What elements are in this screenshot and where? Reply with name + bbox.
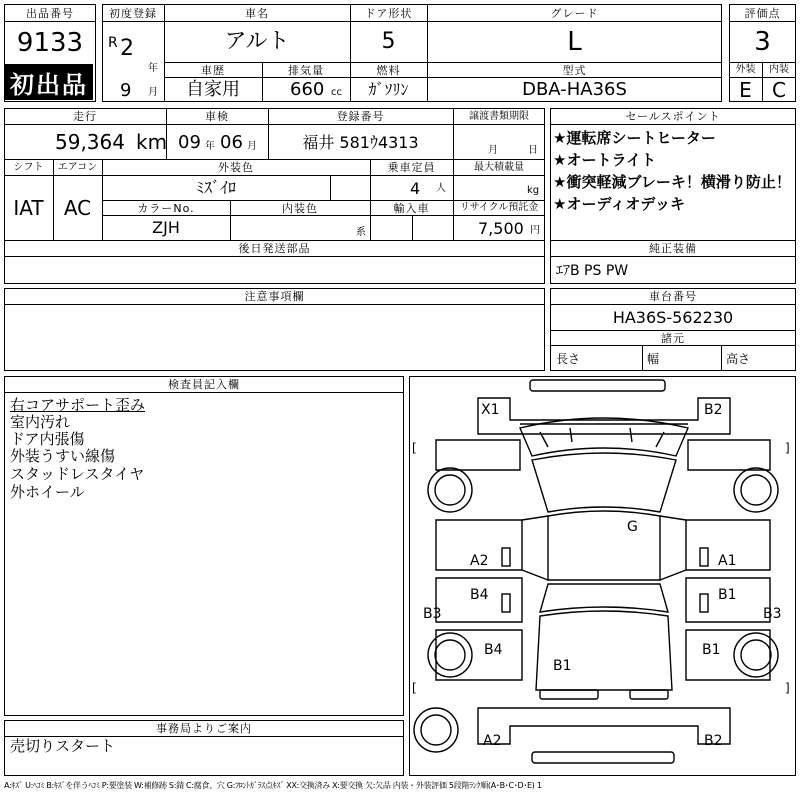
first-listing-badge: 初出品 [5,64,93,100]
capacity-label: 乗車定員 [387,161,436,174]
car-damage-diagram [409,376,796,776]
score-value: 3 [754,27,771,57]
exterior-grade: E [739,78,752,102]
recycle-label: リサイクル預託金 [459,202,539,213]
fuel-label: 燃料 [376,63,401,77]
displacement-label: 排気量 [288,63,324,77]
damage-mark-b4-left: B4 [470,587,489,603]
interior-label: 内装 [769,64,789,75]
office-label: 事務局よりご案内 [156,722,252,735]
first-reg-label: 初度登録 [109,6,157,20]
fuel-value: ｶﾞｿﾘﾝ [368,80,409,99]
inspector-label: 検査員記入欄 [168,378,240,391]
office-value: 売切りスタート [10,737,116,755]
transfer-day-unit: 日 [528,145,538,156]
reg-no-label: 登録番号 [336,110,385,123]
year-unit: 年 [148,63,158,74]
color-no-label: カラーNo. [137,201,195,215]
inspector-note: 室内汚れ [10,413,71,431]
transfer-month-unit: 月 [488,145,498,156]
damage-mark-g: G [627,519,638,535]
inspection-year: 09 [178,132,201,153]
shift-label: シフト [13,161,44,173]
car-name: アルト [224,29,290,54]
inspection-month-unit: 月 [247,141,257,152]
bracket-close: ] [785,441,790,455]
ext-color-value: ﾐｽﾞｲﾛ [195,178,236,197]
chassis-value: HA36S-562230 [612,307,734,327]
later-parts-label: 後日発送部品 [238,242,311,255]
damage-mark-b1-right-low: B1 [702,642,721,658]
damage-mark-x1: X1 [481,402,500,418]
capacity-unit: 人 [436,183,446,194]
import-label: 輸入車 [393,201,430,215]
grade-label: グレード [550,6,599,20]
inspection-month: 06 [220,132,243,153]
damage-mark-a2-left: A2 [470,553,489,569]
damage-mark-b4-left-low: B4 [484,642,503,658]
bracket-close: ] [785,681,790,695]
height-label: 高さ [726,352,751,366]
int-color-unit: 系 [356,227,366,238]
width-label: 幅 [647,352,660,366]
model-code-value: DBA-HA36S [522,79,627,100]
bracket-open: [ [412,441,417,455]
lot-number: 9133 [16,28,84,58]
score-label: 評価点 [744,6,781,20]
max-load-unit: kg [527,185,540,196]
history-label: 車歴 [201,63,225,77]
chassis-label: 車台番号 [649,290,697,303]
mileage-unit: km [136,130,168,154]
inspector-note: 外ホイール [10,483,85,501]
equipment-label: 純正装備 [649,242,697,255]
equipment-value: ｴｱB PS PW [556,263,629,279]
interior-grade: C [772,78,786,102]
color-no-value: ZJH [152,218,180,237]
damage-mark-b3-left: B3 [423,606,442,622]
dims-label: 諸元 [661,331,685,345]
damage-mark-b2-bottom: B2 [704,733,723,749]
grade-value: L [567,27,582,57]
capacity-value: 4 [410,179,421,198]
recycle-value: 7,500 [478,219,524,238]
door-value: 5 [381,29,396,54]
mileage-value: 59,364 [55,130,125,154]
recycle-unit: 円 [530,225,540,236]
model-code-label: 型式 [562,63,587,77]
shift-value: IAT [13,196,44,220]
damage-mark-a2-bottom: A2 [483,733,502,749]
damage-mark-b3-right: B3 [763,606,782,622]
length-label: 長さ [556,352,581,366]
displacement-value: 660 [290,79,325,100]
lot-number-label: 出品番号 [26,6,74,20]
inspector-note: 外装うすい線傷 [10,447,116,465]
sales-point-item: ★オーディオデッキ [553,195,685,213]
displacement-unit: cc [331,87,342,98]
sales-points-label: セールスポイント [625,110,721,123]
first-reg-month: 9 [120,80,132,101]
inspection-year-unit: 年 [205,141,215,152]
aircon-label: エアコン [57,161,98,173]
bracket-open: [ [412,681,417,695]
history-value: 自家用 [186,79,240,100]
damage-mark-a1-right: A1 [718,553,737,569]
inspection-label: 車検 [205,110,229,123]
inspector-note: スタッドレスタイヤ [10,465,145,483]
damage-mark-b2-top: B2 [704,402,723,418]
sales-point-item: ★衝突軽減ブレーキ！横滑り防止！ [553,173,791,191]
ext-color-label: 外装色 [218,161,254,174]
first-reg-era: R [108,35,118,51]
legend-text: A:ｷｽﾞ U:ﾍｺﾐ B:ｷｽﾞを伴うﾍｺﾐ P:要塗装 W:補修跡 S:錆 C:腐食、穴 G:ﾌﾛﾝﾄｶﾞﾗｽ点ｷｽﾞ XX:交換済み X:要交換 欠:欠品 内装・外装評価 5段階ﾗﾝｸ順(A･B･C･D･E) 1 [4,781,542,790]
max-load-label: 最大積載量 [474,161,524,173]
month-unit: 月 [148,87,158,98]
damage-mark-b1-right: B1 [718,587,737,603]
aircon-value: AC [63,196,92,220]
car-name-label: 車名 [245,6,269,20]
inspector-note: ドア内張傷 [10,430,85,448]
notes-label: 注意事項欄 [244,290,305,303]
reg-no-value: 福井 581ｳ4313 [302,132,419,152]
exterior-label: 外装 [735,64,756,75]
transfer-label: 譲渡書類期限 [469,110,529,122]
mileage-label: 走行 [73,110,97,123]
door-label: ドア形状 [364,6,413,20]
first-reg-year: 2 [120,36,134,61]
inspector-note: 右コアサポート歪み [10,396,146,414]
sales-point-item: ★運転席シートヒーター [553,129,716,147]
sales-point-item: ★オートライト [553,151,656,169]
int-color-label: 内装色 [282,201,318,215]
damage-mark-b1-center: B1 [553,658,572,674]
